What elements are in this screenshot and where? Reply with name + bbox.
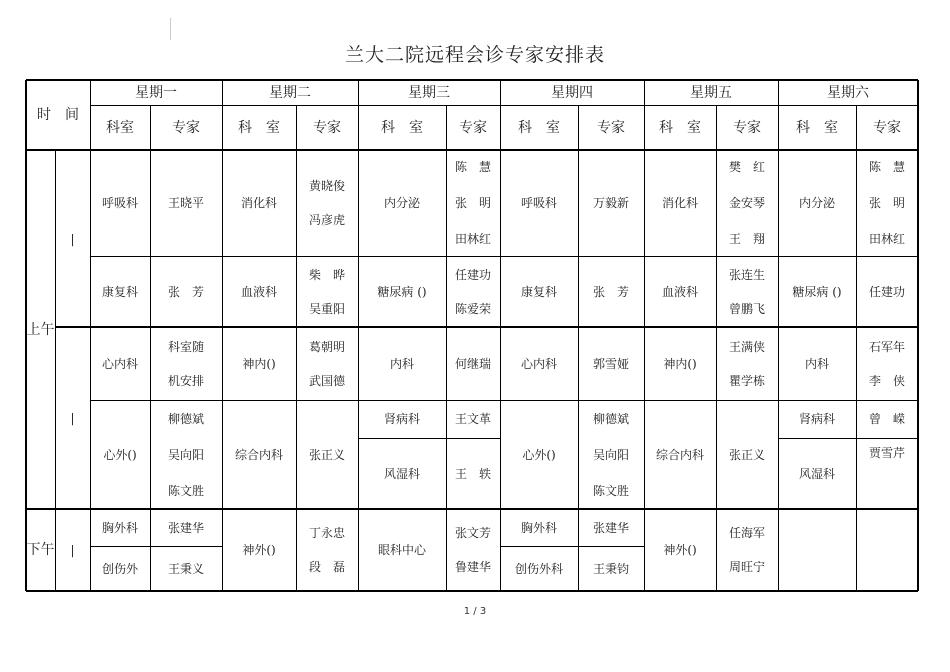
grid-line [716, 105, 717, 591]
grid-line [26, 508, 918, 510]
expert-cell [716, 150, 778, 256]
grid-line [446, 105, 447, 591]
period-mark: | [70, 411, 75, 425]
expert-cell-line: 柴 晔 [308, 267, 345, 282]
expert-cell: 张正义 [308, 447, 345, 462]
dept-cell: 糖尿病 () [377, 284, 427, 299]
expert-cell: 张 芳 [167, 284, 204, 299]
dept-cell: 内分泌 [798, 196, 835, 210]
dept-cell: 糖尿病 () [792, 284, 842, 299]
dept-cell: 胸外科 [101, 520, 138, 535]
expert-cell-line: 李 侠 [868, 373, 905, 388]
grid-line [150, 105, 151, 591]
dept-cell: 血液科 [661, 284, 698, 299]
dept-cell: 内科 [804, 356, 829, 371]
time-header: 时 间 [37, 107, 79, 123]
dept-cell: 神外() [663, 543, 697, 557]
expert-cell-line: 黄晓俊 [308, 179, 345, 193]
dept-cell: 康复科 [520, 284, 557, 299]
expert-cell-line: 葛朝明 [308, 339, 345, 354]
expert-cell-line: 吴向阳 [167, 447, 204, 462]
expert-cell [296, 256, 358, 327]
expert-cell-line: 陈 慧 [454, 160, 491, 174]
expert-cell [716, 509, 778, 591]
expert-header: 专家 [313, 119, 341, 136]
expert-cell-line: 周旺宁 [728, 560, 765, 574]
expert-cell-line: 石军年 [868, 339, 905, 354]
expert-header: 专家 [459, 119, 487, 136]
expert-cell-line: 任建功 [454, 267, 491, 282]
day-header-1: 星期一 [135, 84, 177, 101]
expert-cell: 曾 嵘 [868, 412, 905, 426]
grid-line [90, 400, 918, 401]
expert-cell-line: 陈文胜 [592, 483, 629, 498]
dept-header: 科 室 [381, 119, 423, 136]
expert-cell-line: 柳德斌 [167, 411, 204, 426]
dept-cell: 肾病科 [383, 412, 420, 426]
grid-line [90, 256, 918, 257]
expert-cell: 万毅新 [592, 196, 629, 210]
expert-cell-line: 科室随 [167, 339, 204, 354]
expert-cell-line: 陈爱荣 [454, 301, 491, 316]
dept-header: 科 室 [659, 119, 701, 136]
expert-header: 专家 [873, 119, 901, 136]
expert-cell-line: 金安琴 [728, 196, 765, 210]
expert-cell: 王晓平 [167, 196, 204, 210]
expert-cell [578, 400, 644, 509]
grid-line [500, 546, 644, 547]
grid-line [578, 105, 579, 591]
dept-header: 科室 [106, 119, 134, 136]
expert-cell-line: 段 磊 [308, 560, 345, 574]
grid-line [358, 80, 359, 591]
grid-line [55, 326, 918, 328]
grid-line [26, 79, 918, 81]
dept-cell: 心外() [103, 447, 137, 462]
expert-cell-line: 曾鹏飞 [728, 301, 765, 316]
dept-cell: 神内() [663, 356, 697, 371]
expert-cell-line: 王 翔 [728, 232, 765, 246]
dept-cell: 创伤外科 [514, 561, 563, 576]
expert-cell-line: 张连生 [728, 267, 765, 282]
dept-cell: 心内科 [101, 356, 138, 371]
grid-line [917, 80, 919, 591]
expert-cell-line: 任海军 [728, 526, 765, 540]
expert-cell: 张建华 [592, 520, 629, 535]
dept-cell: 血液科 [240, 284, 277, 299]
dept-cell: 综合内科 [234, 447, 283, 462]
expert-cell [296, 150, 358, 256]
grid-line [296, 105, 297, 591]
expert-cell-line: 冯彦虎 [308, 213, 345, 227]
expert-header: 专家 [597, 119, 625, 136]
grid-line [222, 80, 223, 591]
expert-cell-line: 武国德 [308, 373, 345, 388]
grid-line [778, 80, 779, 591]
grid-line [90, 546, 222, 547]
dept-cell: 胸外科 [520, 520, 557, 535]
expert-cell [150, 400, 222, 509]
expert-cell: 王文革 [454, 412, 491, 426]
expert-cell [856, 150, 918, 256]
expert-cell: 张 芳 [592, 284, 629, 299]
expert-cell: 郭雪娅 [592, 356, 629, 371]
grid-line [26, 590, 918, 592]
expert-cell: 王秉义 [167, 561, 204, 576]
day-header-6: 星期六 [827, 84, 869, 101]
expert-cell: 王 轶 [454, 466, 491, 481]
dept-cell: 内分泌 [383, 196, 420, 210]
dept-cell: 康复科 [101, 284, 138, 299]
grid-line [55, 150, 56, 591]
grid-line [500, 80, 501, 591]
dept-cell: 心外() [522, 447, 556, 462]
expert-cell [446, 256, 500, 327]
expert-cell: 何继瑞 [454, 356, 491, 371]
dept-cell: 呼吸科 [101, 196, 138, 210]
expert-cell: 贾雪芹 [868, 446, 905, 460]
period-am: 上午 [26, 321, 55, 338]
grid-line [778, 438, 918, 439]
dept-cell: 消化科 [661, 196, 698, 210]
expert-cell-line: 田林红 [868, 232, 905, 246]
expert-cell-line: 瞿学栋 [728, 373, 765, 388]
expert-cell [856, 327, 918, 400]
grid-line [26, 149, 918, 151]
dept-header: 科 室 [238, 119, 280, 136]
expert-cell: 王秉钧 [592, 561, 629, 576]
expert-cell [296, 509, 358, 591]
page-title: 兰大二院远程会诊专家安排表 [344, 44, 605, 66]
page-number: 1 / 3 [463, 606, 487, 617]
expert-cell-line: 柳德斌 [592, 411, 629, 426]
dept-cell: 风湿科 [383, 466, 420, 481]
expert-cell: 张建华 [167, 520, 204, 535]
expert-cell [446, 150, 500, 256]
grid-line [358, 438, 500, 439]
day-header-4: 星期四 [551, 84, 593, 101]
grid-line [856, 105, 857, 591]
dept-cell: 创伤外 [101, 561, 138, 576]
dept-cell: 眼科中心 [377, 543, 426, 557]
grid-line [25, 80, 27, 591]
expert-header: 专家 [733, 119, 761, 136]
expert-cell-line: 田林红 [454, 232, 491, 246]
margin-mark [170, 18, 171, 40]
period-mark: | [70, 231, 75, 246]
dept-cell: 肾病科 [798, 412, 835, 426]
expert-cell: 张正义 [728, 447, 765, 462]
dept-cell: 综合内科 [655, 447, 704, 462]
dept-cell: 风湿科 [798, 466, 835, 481]
day-header-2: 星期二 [269, 84, 311, 101]
dept-cell: 神外() [242, 543, 276, 557]
expert-cell-line: 丁永忠 [308, 526, 345, 540]
day-header-5: 星期五 [690, 84, 732, 101]
expert-cell-line: 吴重阳 [308, 301, 345, 316]
expert-cell-line: 王满侠 [728, 339, 765, 354]
period-mark: | [70, 543, 75, 557]
period-pm: 下午 [26, 542, 55, 558]
expert-cell-line: 张文芳 [454, 526, 491, 540]
expert-cell [446, 509, 500, 591]
grid-line [644, 80, 645, 591]
expert-cell-line: 张 明 [868, 196, 905, 210]
expert-cell [150, 327, 222, 400]
expert-cell-line: 陈 慧 [868, 160, 905, 174]
expert-cell [716, 327, 778, 400]
grid-line [90, 105, 918, 106]
expert-cell [716, 256, 778, 327]
dept-cell: 消化科 [240, 196, 277, 210]
dept-header: 科 室 [518, 119, 560, 136]
expert-cell: 任建功 [868, 284, 905, 299]
expert-cell-line: 樊 红 [728, 160, 765, 174]
dept-cell: 呼吸科 [520, 196, 557, 210]
expert-header: 专家 [172, 119, 200, 136]
dept-cell: 内科 [389, 356, 414, 371]
expert-cell-line: 陈文胜 [167, 483, 204, 498]
dept-cell: 心内科 [520, 356, 557, 371]
expert-cell-line: 鲁建华 [454, 560, 491, 574]
expert-cell [296, 327, 358, 400]
day-header-3: 星期三 [408, 84, 450, 101]
expert-cell-line: 张 明 [454, 196, 491, 210]
grid-line [90, 80, 91, 591]
expert-cell-line: 吴向阳 [592, 447, 629, 462]
dept-header: 科 室 [796, 119, 838, 136]
expert-cell-line: 机安排 [167, 373, 204, 388]
dept-cell: 神内() [242, 356, 276, 371]
